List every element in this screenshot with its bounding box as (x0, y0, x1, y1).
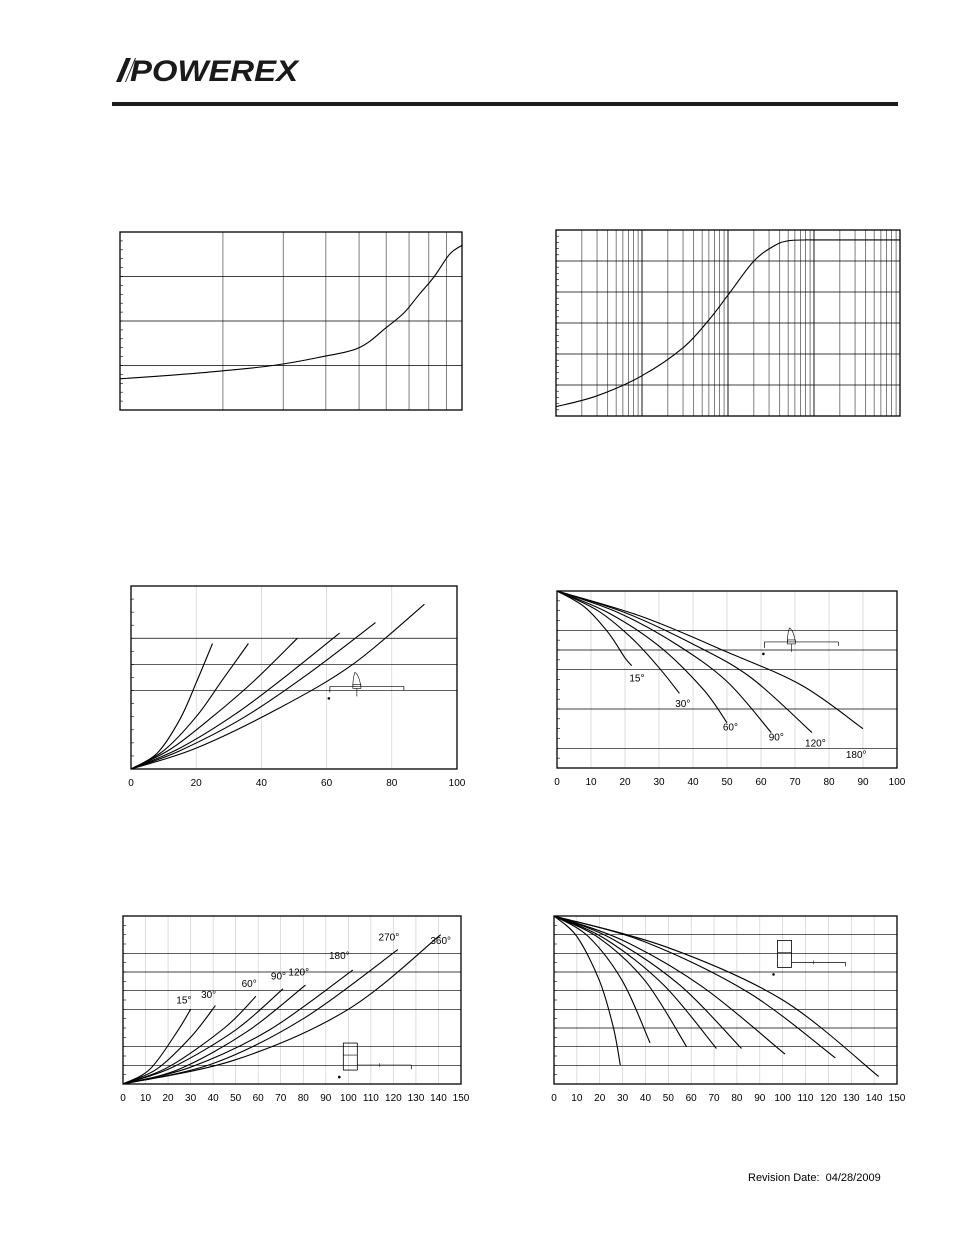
x-tick-label: 30 (653, 777, 665, 788)
chart-3 (118, 585, 468, 795)
x-tick-label: 10 (585, 777, 597, 788)
x-tick-label: 10 (139, 1093, 152, 1104)
x-tick-label: 60 (685, 1093, 697, 1104)
x-tick-label: 90 (857, 777, 869, 788)
x-tick-label: 80 (297, 1093, 309, 1104)
x-tick-label: 0 (551, 1093, 557, 1104)
x-tick-label: 90 (320, 1093, 332, 1104)
plot-frame (123, 916, 461, 1084)
chart-1 (118, 230, 464, 412)
x-tick-label: 50 (230, 1093, 242, 1104)
series-line-6 (557, 591, 863, 729)
series-line-2 (554, 916, 650, 1043)
x-tick-label: 70 (708, 1093, 720, 1104)
chart-4 (548, 590, 908, 795)
x-tick-label: 20 (190, 778, 202, 789)
chart-5-plot (120, 916, 470, 1104)
x-tick-label: 110 (797, 1093, 814, 1104)
series-label: 60° (241, 978, 257, 990)
x-tick-label: 20 (594, 1093, 606, 1104)
header-rule (112, 102, 898, 106)
chart-6-plot (551, 916, 906, 1104)
x-tick-label: 140 (430, 1093, 447, 1104)
x-tick-label: 60 (252, 1093, 264, 1104)
inset-dot (338, 1076, 341, 1079)
x-tick-label: 150 (452, 1093, 470, 1104)
x-tick-label: 0 (120, 1093, 126, 1104)
x-tick-label: 110 (362, 1093, 379, 1104)
series-line-1 (120, 245, 462, 378)
series-label: 60° (722, 722, 738, 734)
chart-2-plot (556, 230, 900, 416)
x-tick-label: 50 (662, 1093, 674, 1104)
series-label: 90° (768, 732, 784, 744)
x-tick-label: 50 (721, 777, 733, 788)
series-line-5 (554, 916, 742, 1049)
chart-6 (545, 915, 907, 1110)
x-tick-label: 70 (275, 1093, 287, 1104)
series-label: 120° (805, 738, 826, 750)
x-tick-label: 0 (554, 777, 560, 788)
series-line-5 (557, 591, 812, 733)
series-label: 15° (629, 673, 645, 685)
x-tick-label: 100 (888, 777, 906, 788)
inset-dot (328, 697, 331, 700)
series-line-6 (123, 967, 353, 1084)
x-tick-label: 80 (386, 778, 398, 789)
inset-rect (343, 1043, 357, 1070)
chart-5 (112, 915, 472, 1110)
x-tick-label: 40 (687, 777, 699, 788)
x-tick-label: 80 (823, 777, 835, 788)
inset-rect (778, 940, 792, 967)
inset-dot (772, 973, 775, 976)
chart-1-plot (120, 232, 462, 410)
series-label: 120° (288, 967, 310, 979)
series-label: 30° (675, 699, 691, 711)
x-tick-label: 60 (321, 778, 333, 789)
series-line-4 (557, 591, 771, 733)
x-tick-label: 70 (789, 777, 801, 788)
x-tick-label: 150 (888, 1093, 906, 1104)
series-label: 180° (845, 750, 867, 762)
x-tick-label: 20 (162, 1093, 174, 1104)
x-tick-label: 30 (617, 1093, 629, 1104)
revision-date: Revision Date: 04/28/2009 (748, 1172, 881, 1184)
powerex-logo (112, 50, 302, 90)
series-line-4 (131, 633, 340, 769)
series-label: 360° (430, 936, 452, 947)
plot-frame (131, 586, 457, 769)
x-tick-label: 0 (128, 778, 134, 789)
x-tick-label: 140 (865, 1093, 883, 1104)
series-line-4 (554, 916, 716, 1049)
x-tick-label: 130 (842, 1093, 860, 1104)
chart-3-plot (128, 586, 466, 789)
series-label: 15° (176, 995, 192, 1007)
series-label: 90° (270, 971, 287, 983)
inset-dot (762, 653, 765, 656)
series-label: 30° (201, 990, 217, 1002)
series-line-1 (131, 644, 213, 770)
x-tick-label: 30 (185, 1093, 197, 1104)
x-tick-label: 100 (448, 778, 466, 789)
x-tick-label: 40 (639, 1093, 652, 1104)
x-tick-label: 90 (754, 1093, 766, 1104)
x-tick-label: 10 (571, 1093, 583, 1104)
brand-text: POWEREX (130, 55, 301, 88)
x-tick-label: 40 (207, 1093, 219, 1104)
series-line-7 (554, 916, 835, 1058)
x-tick-label: 120 (385, 1093, 402, 1104)
x-tick-label: 120 (820, 1093, 837, 1104)
chart-2 (554, 228, 902, 418)
series-line-3 (131, 638, 297, 769)
chart-4-plot (554, 591, 906, 788)
x-tick-label: 100 (339, 1093, 357, 1104)
x-tick-label: 100 (774, 1093, 792, 1104)
x-tick-label: 80 (731, 1093, 743, 1104)
series-line-2 (557, 591, 679, 693)
x-tick-label: 60 (755, 777, 767, 788)
x-tick-label: 40 (255, 778, 267, 789)
x-tick-label: 20 (619, 777, 631, 788)
series-label: 270° (378, 932, 400, 944)
series-label: 180° (328, 950, 350, 962)
series-line-3 (557, 591, 727, 723)
x-tick-label: 130 (407, 1093, 425, 1104)
series-line-3 (554, 916, 687, 1047)
